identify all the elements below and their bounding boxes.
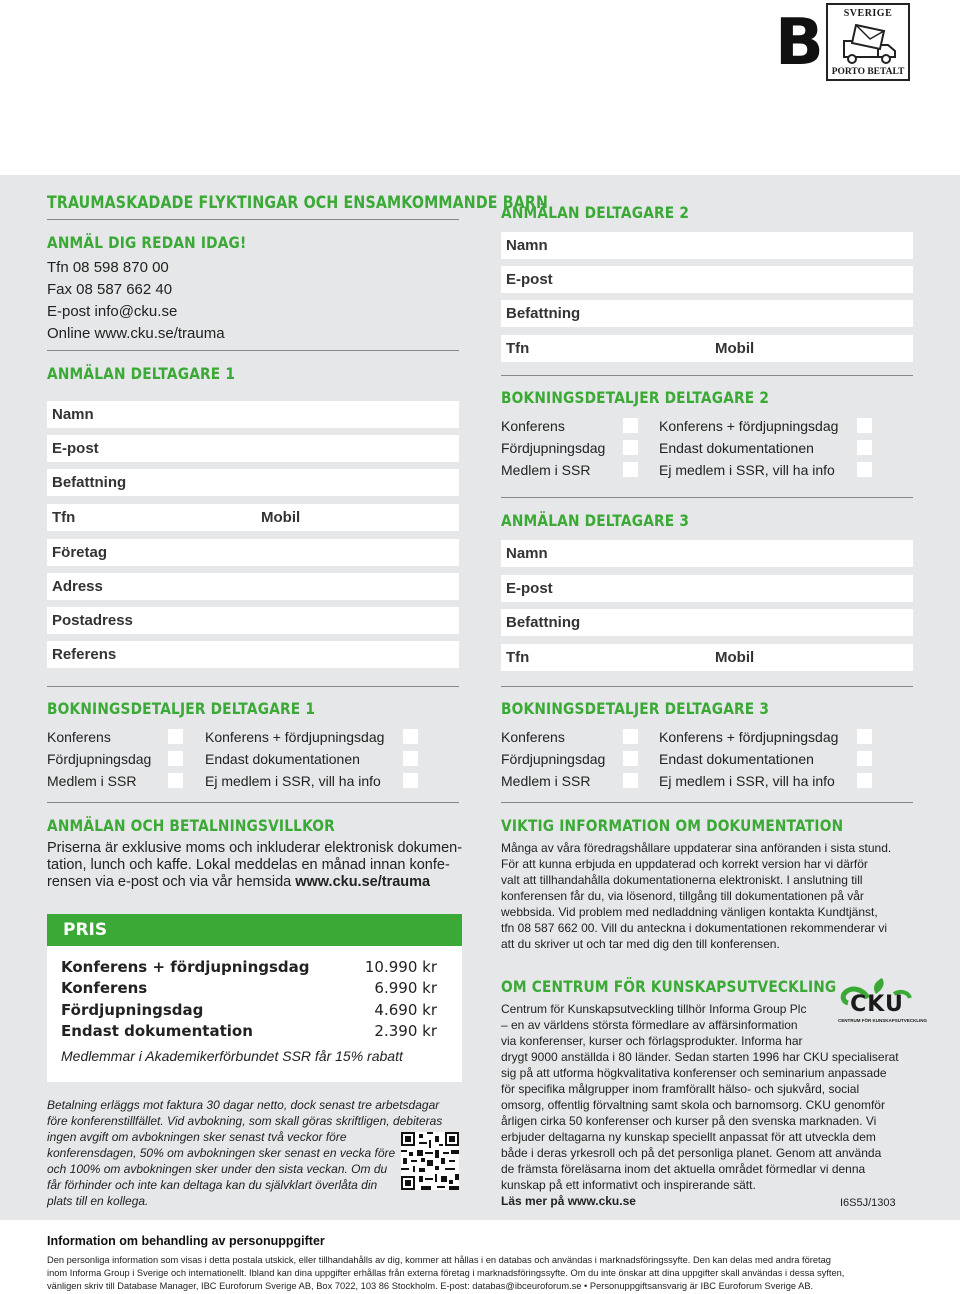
payment-line: får förhinder och inte kan deltaga kan du självklart överlåta din [47, 1178, 378, 1192]
doc-line: tfn 08 587 662 00. Vill du anteckna i dokumentationen rekommenderar vi [501, 921, 888, 935]
field-label-mobile: Mobil [715, 340, 755, 357]
read-more-link[interactable]: Läs mer på www.cku.se [501, 1194, 636, 1208]
field-label: Befattning [506, 305, 581, 322]
payment-line: konferensdagen, 50% om avbokningen sker senast en vecka före [47, 1146, 396, 1160]
p2-phone-field[interactable] [501, 335, 913, 362]
p3-docs-checkbox[interactable] [857, 751, 872, 766]
price-name: Fördjupningsdag [61, 1001, 204, 1019]
p1-member-checkbox[interactable] [168, 773, 183, 788]
about-line: Centrum för Kunskapsutveckling tillhör Informa Group Plc [501, 1002, 807, 1016]
footer-line: vänligen skriv till Database Manager, IBC Euroforum Sverige AB, Box 7022, 103 86 Stockholm. E-post: databas@ibceuroforum.se • Personuppgiftsansvarig är IBC Euroforum Sverige AB. [47, 1281, 814, 1291]
payment-line: plats till en kollega. [47, 1194, 149, 1208]
field-label: Tfn [52, 509, 76, 526]
payment-line: och 100% om avbokningen sker under den sista veckan. Om du [47, 1162, 388, 1176]
price-value: 4.690 kr [374, 1001, 437, 1019]
opt-conf-plus-label: Konferens + fördjupningsdag [659, 418, 839, 434]
field-label: Befattning [52, 474, 127, 491]
p2-day-checkbox[interactable] [623, 440, 638, 455]
field-label: Namn [506, 545, 548, 562]
field-label-mobile: Mobil [261, 509, 301, 526]
opt-nonmember-label: Ej medlem i SSR, vill ha info [659, 773, 835, 789]
terms-line-with-link [47, 874, 430, 891]
porto-betalt-stamp [826, 3, 910, 81]
price-discount-note: Medlemmar i Akademikerförbundet SSR får 15% rabatt [61, 1048, 403, 1064]
booking3-heading: BOKNINGSDETALJER DELTAGARE 3 [501, 699, 770, 718]
p2-docs-checkbox[interactable] [857, 440, 872, 455]
about-heading: OM CENTRUM FÖR KUNSKAPSUTVECKLING [501, 977, 837, 996]
p3-conference-checkbox[interactable] [623, 729, 638, 744]
b-postage-mark: B [775, 6, 824, 80]
p1-docs-checkbox[interactable] [403, 751, 418, 766]
booking1-heading: BOKNINGSDETALJER DELTAGARE 1 [47, 699, 316, 718]
opt-conference-label: Konferens [501, 418, 565, 434]
price-name: Konferens [61, 979, 148, 997]
p3-phone-field[interactable] [501, 644, 913, 671]
p1-postal-field[interactable] [47, 607, 459, 634]
about-line: sig på att utforma högkvalitativa konferenser och seminarium anpassade [501, 1066, 887, 1080]
price-value: 6.990 kr [374, 979, 437, 997]
field-label: Tfn [506, 340, 530, 357]
doc-line: webbsida. Vid problem med nedladdning vänligen kontakta Kundtjänst, [501, 905, 878, 919]
p2-email-field[interactable] [501, 266, 913, 293]
opt-conference-label: Konferens [47, 729, 111, 745]
p3-position-field[interactable] [501, 609, 913, 636]
contact-email[interactable]: E-post info@cku.se [47, 303, 178, 320]
about-line: både i deras yrkesroll och på det personliga planet. Genom att använda [501, 1146, 882, 1160]
p1-nonmember-checkbox[interactable] [403, 773, 418, 788]
qr-code-icon[interactable] [401, 1132, 459, 1190]
cku-logo-text: CKU [850, 992, 904, 1017]
field-label: Tfn [506, 649, 530, 666]
p2-conference-checkbox[interactable] [623, 418, 638, 433]
opt-conf-plus-label: Konferens + fördjupningsdag [205, 729, 385, 745]
price-title: PRIS [63, 920, 108, 940]
opt-day-label: Fördjupningsdag [501, 751, 606, 767]
field-label: Namn [506, 237, 548, 254]
field-label: E-post [506, 580, 553, 597]
p2-nonmember-checkbox[interactable] [857, 462, 872, 477]
field-label: Namn [52, 406, 94, 423]
divider [47, 802, 459, 803]
price-name: Endast dokumentation [61, 1022, 253, 1040]
field-label: Referens [52, 646, 117, 663]
payment-line: före konferenstillfället. Vid avbokning, som skall göras skriftligen, debiteras [47, 1114, 443, 1128]
terms-link[interactable]: www.cku.se/trauma [295, 874, 431, 890]
price-row [61, 958, 437, 980]
divider [501, 375, 913, 376]
terms-text: rensen via e-post och via vår hemsida [47, 874, 292, 890]
p1-day-checkbox[interactable] [168, 751, 183, 766]
p1-phone-field[interactable] [47, 504, 459, 531]
field-label: Adress [52, 578, 103, 595]
documentation-heading: VIKTIG INFORMATION OM DOKUMENTATION [501, 816, 844, 835]
p2-position-field[interactable] [501, 300, 913, 327]
doc-line: valt att tillhandahålla dokumentationerna elektroniskt. I anslutning till [501, 873, 863, 887]
cku-logo [838, 976, 928, 1028]
document-code: I6S5J/1303 [840, 1197, 896, 1209]
field-label: E-post [506, 271, 553, 288]
p3-nonmember-checkbox[interactable] [857, 773, 872, 788]
field-label: E-post [52, 440, 99, 457]
p3-member-checkbox[interactable] [623, 773, 638, 788]
participant2-heading: ANMÄLAN DELTAGARE 2 [501, 203, 690, 222]
footer-line: inom Informa Group i Sverige och internationellt. Ibland kan dina uppgifter erhållas från externa företag i marknadsföringssyfte. Om du inte önskar att dina uppgifter skall användas i dessa syften, [47, 1268, 845, 1278]
doc-line: Många av våra föredragshållare uppdaterar sina anföranden i sista stund. [501, 841, 892, 855]
divider [501, 802, 913, 803]
about-line: för specifika målgrupper inom framförallt hälso- och sjukvård, social [501, 1082, 860, 1096]
divider [47, 219, 459, 220]
p3-day-checkbox[interactable] [623, 751, 638, 766]
p3-name-field[interactable] [501, 540, 913, 567]
p1-name-field[interactable] [47, 401, 459, 428]
opt-docs-label: Endast dokumentationen [659, 751, 814, 767]
signup-heading: ANMÄL DIG REDAN IDAG! [47, 233, 247, 252]
opt-member-label: Medlem i SSR [501, 773, 591, 789]
footer [0, 1220, 960, 1294]
footer-line: Den personliga information som visas i detta postala utskick, eller tillhandahålls av dig, kommer att hållas i en databas och användas i marknadsföringssyfte. Den kan delas med andra företag [47, 1255, 831, 1265]
divider [47, 686, 459, 687]
opt-nonmember-label: Ej medlem i SSR, vill ha info [659, 462, 835, 478]
p2-conf-plus-checkbox[interactable] [857, 418, 872, 433]
opt-docs-label: Endast dokumentationen [659, 440, 814, 456]
about-line: omsorg, offentlig förvaltning samt skola och barnomsorg. CKU genomför [501, 1098, 885, 1112]
contact-phone: Tfn 08 598 870 00 [47, 259, 169, 276]
doc-line: konferensen får du, via lösenord, tillgång till dokumentationen på vår [501, 889, 864, 903]
terms-line: tation, lunch och kaffe. Lokal meddelas en månad innan konfe- [47, 857, 450, 873]
p1-conf-plus-checkbox[interactable] [403, 729, 418, 744]
mail-truck-icon [838, 21, 900, 67]
payment-line: Betalning erläggs mot faktura 30 dagar netto, dock senast tre arbetsdagar [47, 1098, 440, 1112]
price-header [47, 914, 462, 946]
postage-area [0, 0, 960, 175]
booking2-heading: BOKNINGSDETALJER DELTAGARE 2 [501, 388, 770, 407]
field-label: Postadress [52, 612, 133, 629]
p2-name-field[interactable] [501, 232, 913, 259]
field-label: Företag [52, 544, 108, 561]
p1-address-field[interactable] [47, 573, 459, 600]
p2-member-checkbox[interactable] [623, 462, 638, 477]
participant1-heading: ANMÄLAN DELTAGARE 1 [47, 364, 236, 383]
event-title: TRAUMASKADADE FLYKTINGAR OCH ENSAMKOMMANDE BARN [47, 193, 549, 212]
stamp-country: SVERIGE [843, 8, 893, 19]
price-row [61, 1001, 437, 1023]
about-line: kunskap på ett informativt och inspirerande sätt. [501, 1178, 756, 1192]
participant3-heading: ANMÄLAN DELTAGARE 3 [501, 511, 690, 530]
opt-day-label: Fördjupningsdag [501, 440, 606, 456]
divider [47, 350, 459, 351]
about-line: via konferenser, kurser och förlagsprodukter. Informa har [501, 1034, 803, 1048]
price-row [61, 1022, 437, 1044]
price-row [61, 979, 437, 1001]
divider [501, 686, 913, 687]
p1-reference-field[interactable] [47, 641, 459, 668]
p1-conference-checkbox[interactable] [168, 729, 183, 744]
p3-conf-plus-checkbox[interactable] [857, 729, 872, 744]
contact-fax: Fax 08 587 662 40 [47, 281, 173, 298]
field-label-mobile: Mobil [715, 649, 755, 666]
p1-position-field[interactable] [47, 469, 459, 496]
payment-line: ingen avgift om avbokningen sker senast två veckor före [47, 1130, 347, 1144]
doc-line: För att kunna erbjuda en uppdaterad och korrekt version har vi därför [501, 857, 868, 871]
divider [501, 497, 913, 498]
opt-member-label: Medlem i SSR [501, 462, 591, 478]
about-line: erbjuder deltagarna ny kunskap speciellt anpassat för att utveckla dem [501, 1130, 876, 1144]
doc-line: att du skriver ut och tar med dig den till konferensen. [501, 937, 780, 951]
opt-nonmember-label: Ej medlem i SSR, vill ha info [205, 773, 381, 789]
price-box [47, 914, 462, 1082]
p1-email-field[interactable] [47, 435, 459, 462]
terms-line: Priserna är exklusive moms och inkluderar elektronisk dokumen- [47, 840, 463, 856]
price-name: Konferens + fördjupningsdag [61, 958, 310, 976]
opt-day-label: Fördjupningsdag [47, 751, 152, 767]
footer-title: Information om behandling av personuppgifter [47, 1234, 325, 1248]
opt-docs-label: Endast dokumentationen [205, 751, 360, 767]
about-line: de främsta föreläsarna inom det aktuella området förmedlar vi denna [501, 1162, 866, 1176]
field-label: Befattning [506, 614, 581, 631]
opt-conf-plus-label: Konferens + fördjupningsdag [659, 729, 839, 745]
about-line: – en av världens största förmedlare av affärsinformation [501, 1018, 798, 1032]
contact-online[interactable]: Online www.cku.se/trauma [47, 325, 225, 342]
about-line: årligen cirka 50 konferenser och kurser på den svenska marknaden. Vi [501, 1114, 877, 1128]
about-line: drygt 9000 anställda i 80 länder. Sedan starten 1996 har CKU specialiserat [501, 1050, 899, 1064]
terms-heading: ANMÄLAN OCH BETALNINGSVILLKOR [47, 816, 335, 835]
opt-member-label: Medlem i SSR [47, 773, 137, 789]
cku-logo-subtitle: CENTRUM FÖR KUNSKAPSUTVECKLING [838, 1018, 928, 1023]
p1-company-field[interactable] [47, 539, 459, 566]
price-value: 10.990 kr [364, 958, 437, 976]
p3-email-field[interactable] [501, 575, 913, 602]
stamp-label: PORTO BETALT [831, 67, 905, 77]
price-value: 2.390 kr [374, 1022, 437, 1040]
opt-conference-label: Konferens [501, 729, 565, 745]
